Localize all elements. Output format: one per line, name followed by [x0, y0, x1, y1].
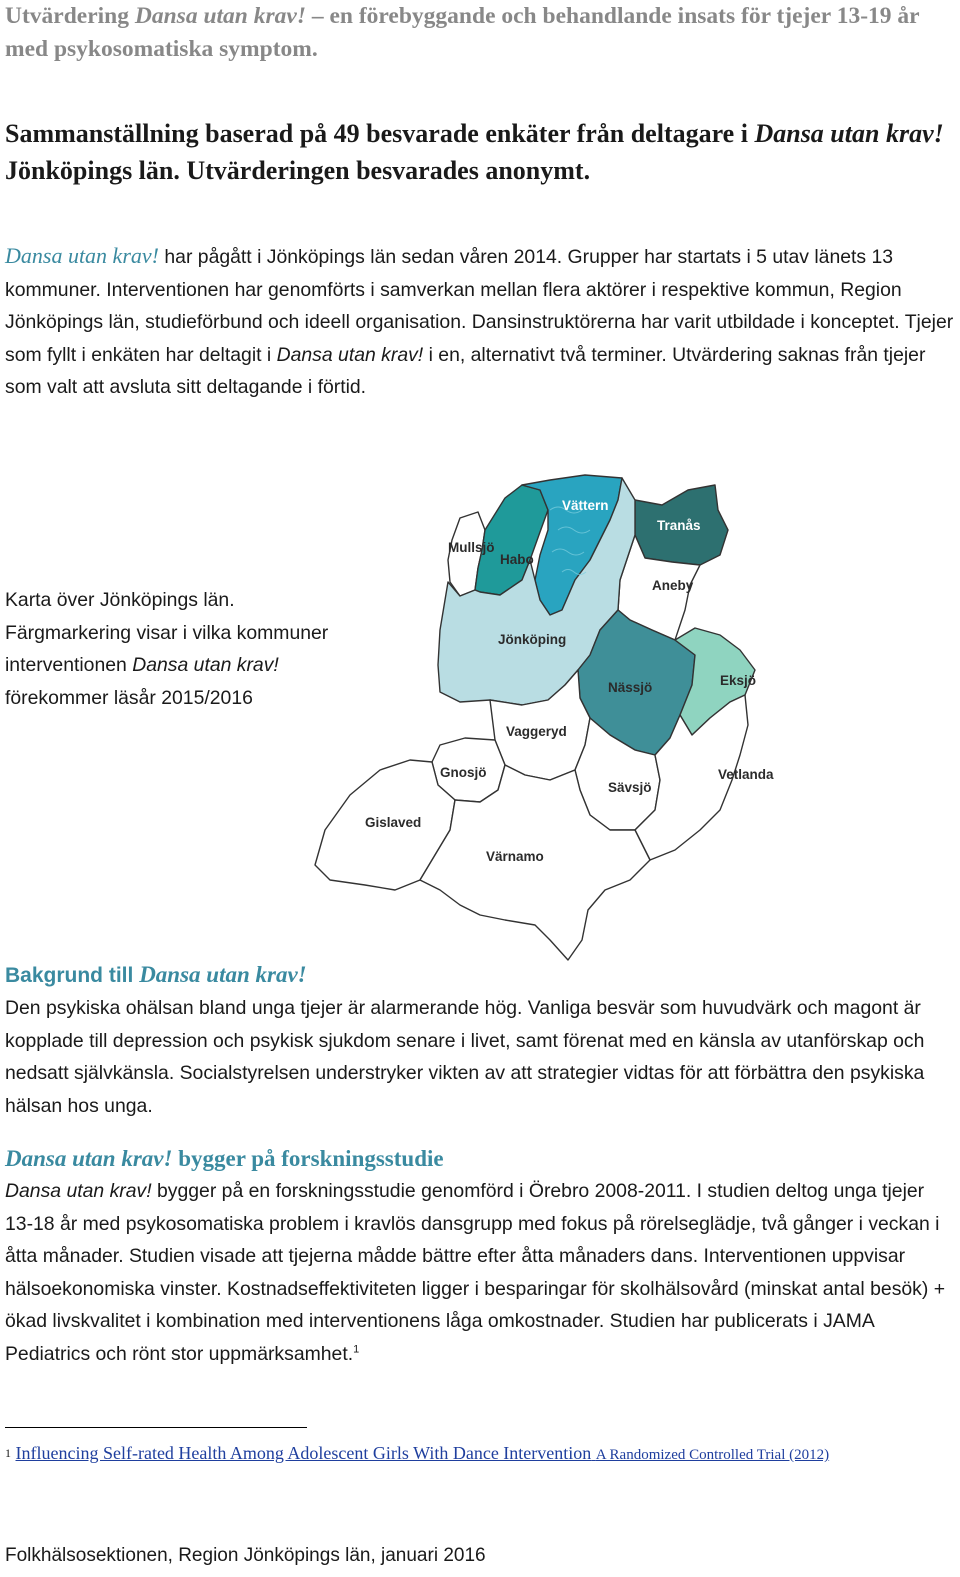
- map-label-habo: Habo: [500, 552, 534, 567]
- map-label-savsjo: Sävsjö: [608, 780, 652, 795]
- map-label-vaggeryd: Vaggeryd: [506, 724, 567, 739]
- intro-program-name: Dansa utan krav!: [5, 243, 159, 268]
- background-heading-program: Dansa utan krav!: [139, 962, 307, 987]
- map-label-eksjo: Eksjö: [719, 673, 757, 688]
- summary-heading: [5, 115, 955, 189]
- footnote-separator: [5, 1427, 307, 1428]
- map-label-mullsjo: Mullsjö: [448, 540, 495, 555]
- intro-program-inline: Dansa utan krav!: [276, 343, 424, 366]
- study-text: bygger på en forskningsstudie genomförd i Örebro 2008-2011. I studien deltog unga tjejer 13-18 år med psykosomatiska problem i kravlös dansgrupp med fokus på rörelseglädje, två gånger i veckan i åtta månader. Studien visade att tjejerna mådde bättre efter åtta månaders dans. Interventionen uppvisar hälsoekonomiska vinster. Kostnadseffektiviteten ligger i besparingar för skolhälsovård (minskat antal besök) + ökad livskvalitet i kombination med interventionens låga omkostnader. Studien har publicerats i JAMA Pediatrics och rönt stor uppmärksamhet.: [5, 1180, 946, 1365]
- background-paragraph: Den psykiska ohälsan bland unga tjejer är alarmerande hög. Vanliga besvär som huvudvärk och magont är kopplade till depression och psykisk sjukdom senare i livet, samt förenat med en känsla av utanförskap och nedsatt självkänsla. Socialstyrelsen understryker vikten av att strategier vidtas för att förbättra den psykiska hälsan hos unga.: [5, 997, 925, 1117]
- map-caption-program: Dansa utan krav!: [132, 654, 279, 677]
- footnote-reference[interactable]: 1: [353, 1343, 360, 1356]
- study-heading-suffix: bygger på forskningsstudie: [172, 1146, 444, 1171]
- title-program-name: Dansa utan krav!: [134, 3, 306, 29]
- intro-paragraph: [5, 240, 957, 404]
- study-paragraph: [5, 1175, 957, 1371]
- map-label-jonkoping: Jönköping: [498, 632, 567, 647]
- background-heading-prefix: Bakgrund till: [5, 964, 140, 987]
- footnote-link-small: A Randomized Controlled Trial (2012): [595, 1447, 830, 1463]
- summary-heading-part1: Sammanställning baserad på 49 besvarade enkäter från deltagare i: [5, 119, 755, 148]
- map-label-varnamo: Värnamo: [486, 849, 544, 864]
- map-label-gislaved: Gislaved: [365, 815, 422, 830]
- summary-heading-part2: Jönköpings län. Utvärderingen besvarades anonymt.: [5, 156, 591, 185]
- map-label-tranas: Tranås: [657, 518, 701, 533]
- map-label-nassjo: Nässjö: [608, 680, 653, 695]
- title-suffix: – en förebyggande och behandlande insats för tjejer 13-19 år med psykosomatiska symptom.: [5, 3, 920, 62]
- map-caption-line3: förekommer läsår 2015/2016: [5, 686, 253, 709]
- map-label-aneby: Aneby: [652, 578, 694, 593]
- footnote-number: 1: [5, 1446, 11, 1460]
- footnote-link[interactable]: [16, 1443, 830, 1463]
- intro-text-2: i en, alternativt två terminer. Utvärdering saknas från tjejer som valt att avsluta sitt deltagande i förtid.: [5, 343, 926, 399]
- map-caption-line1: Karta över Jönköpings län.: [5, 589, 235, 611]
- study-heading-program: Dansa utan krav!: [5, 1146, 173, 1171]
- footnote-link-main: Influencing Self-rated Health Among Adolescent Girls With Dance Intervention: [15, 1443, 592, 1463]
- map-label-gnosjo: Gnosjö: [440, 765, 487, 780]
- intro-text-1: har pågått i Jönköpings län sedan våren 2014. Grupper har startats i 5 utav länets 13 kommuner. Interventionen har genomförts i samverkan mellan flera aktörer i respektive kommun, Region Jönköpings län, studieförbund och ideell organisation. Dansinstruktörerna har varit utbildade i konceptet. Tjejer som fyllt i enkäten har deltagit i: [5, 246, 954, 366]
- map-label-vetlanda: Vetlanda: [718, 767, 774, 782]
- summary-heading-program: Dansa utan krav!: [754, 119, 944, 148]
- map-label-vattern: Vättern: [562, 498, 609, 513]
- title-prefix: Utvärdering: [5, 3, 135, 29]
- footnote: [5, 1440, 955, 1468]
- study-heading: [5, 1142, 444, 1176]
- background-heading: [5, 958, 307, 993]
- map-caption-line2: Färgmarkering visar i vilka kommuner interventionen: [5, 621, 329, 677]
- study-program-name: Dansa utan krav!: [5, 1180, 152, 1202]
- page-footer: Folkhälsosektionen, Region Jönköpings län, januari 2016: [5, 1545, 486, 1566]
- county-map: [300, 470, 774, 965]
- document-title: [5, 0, 955, 66]
